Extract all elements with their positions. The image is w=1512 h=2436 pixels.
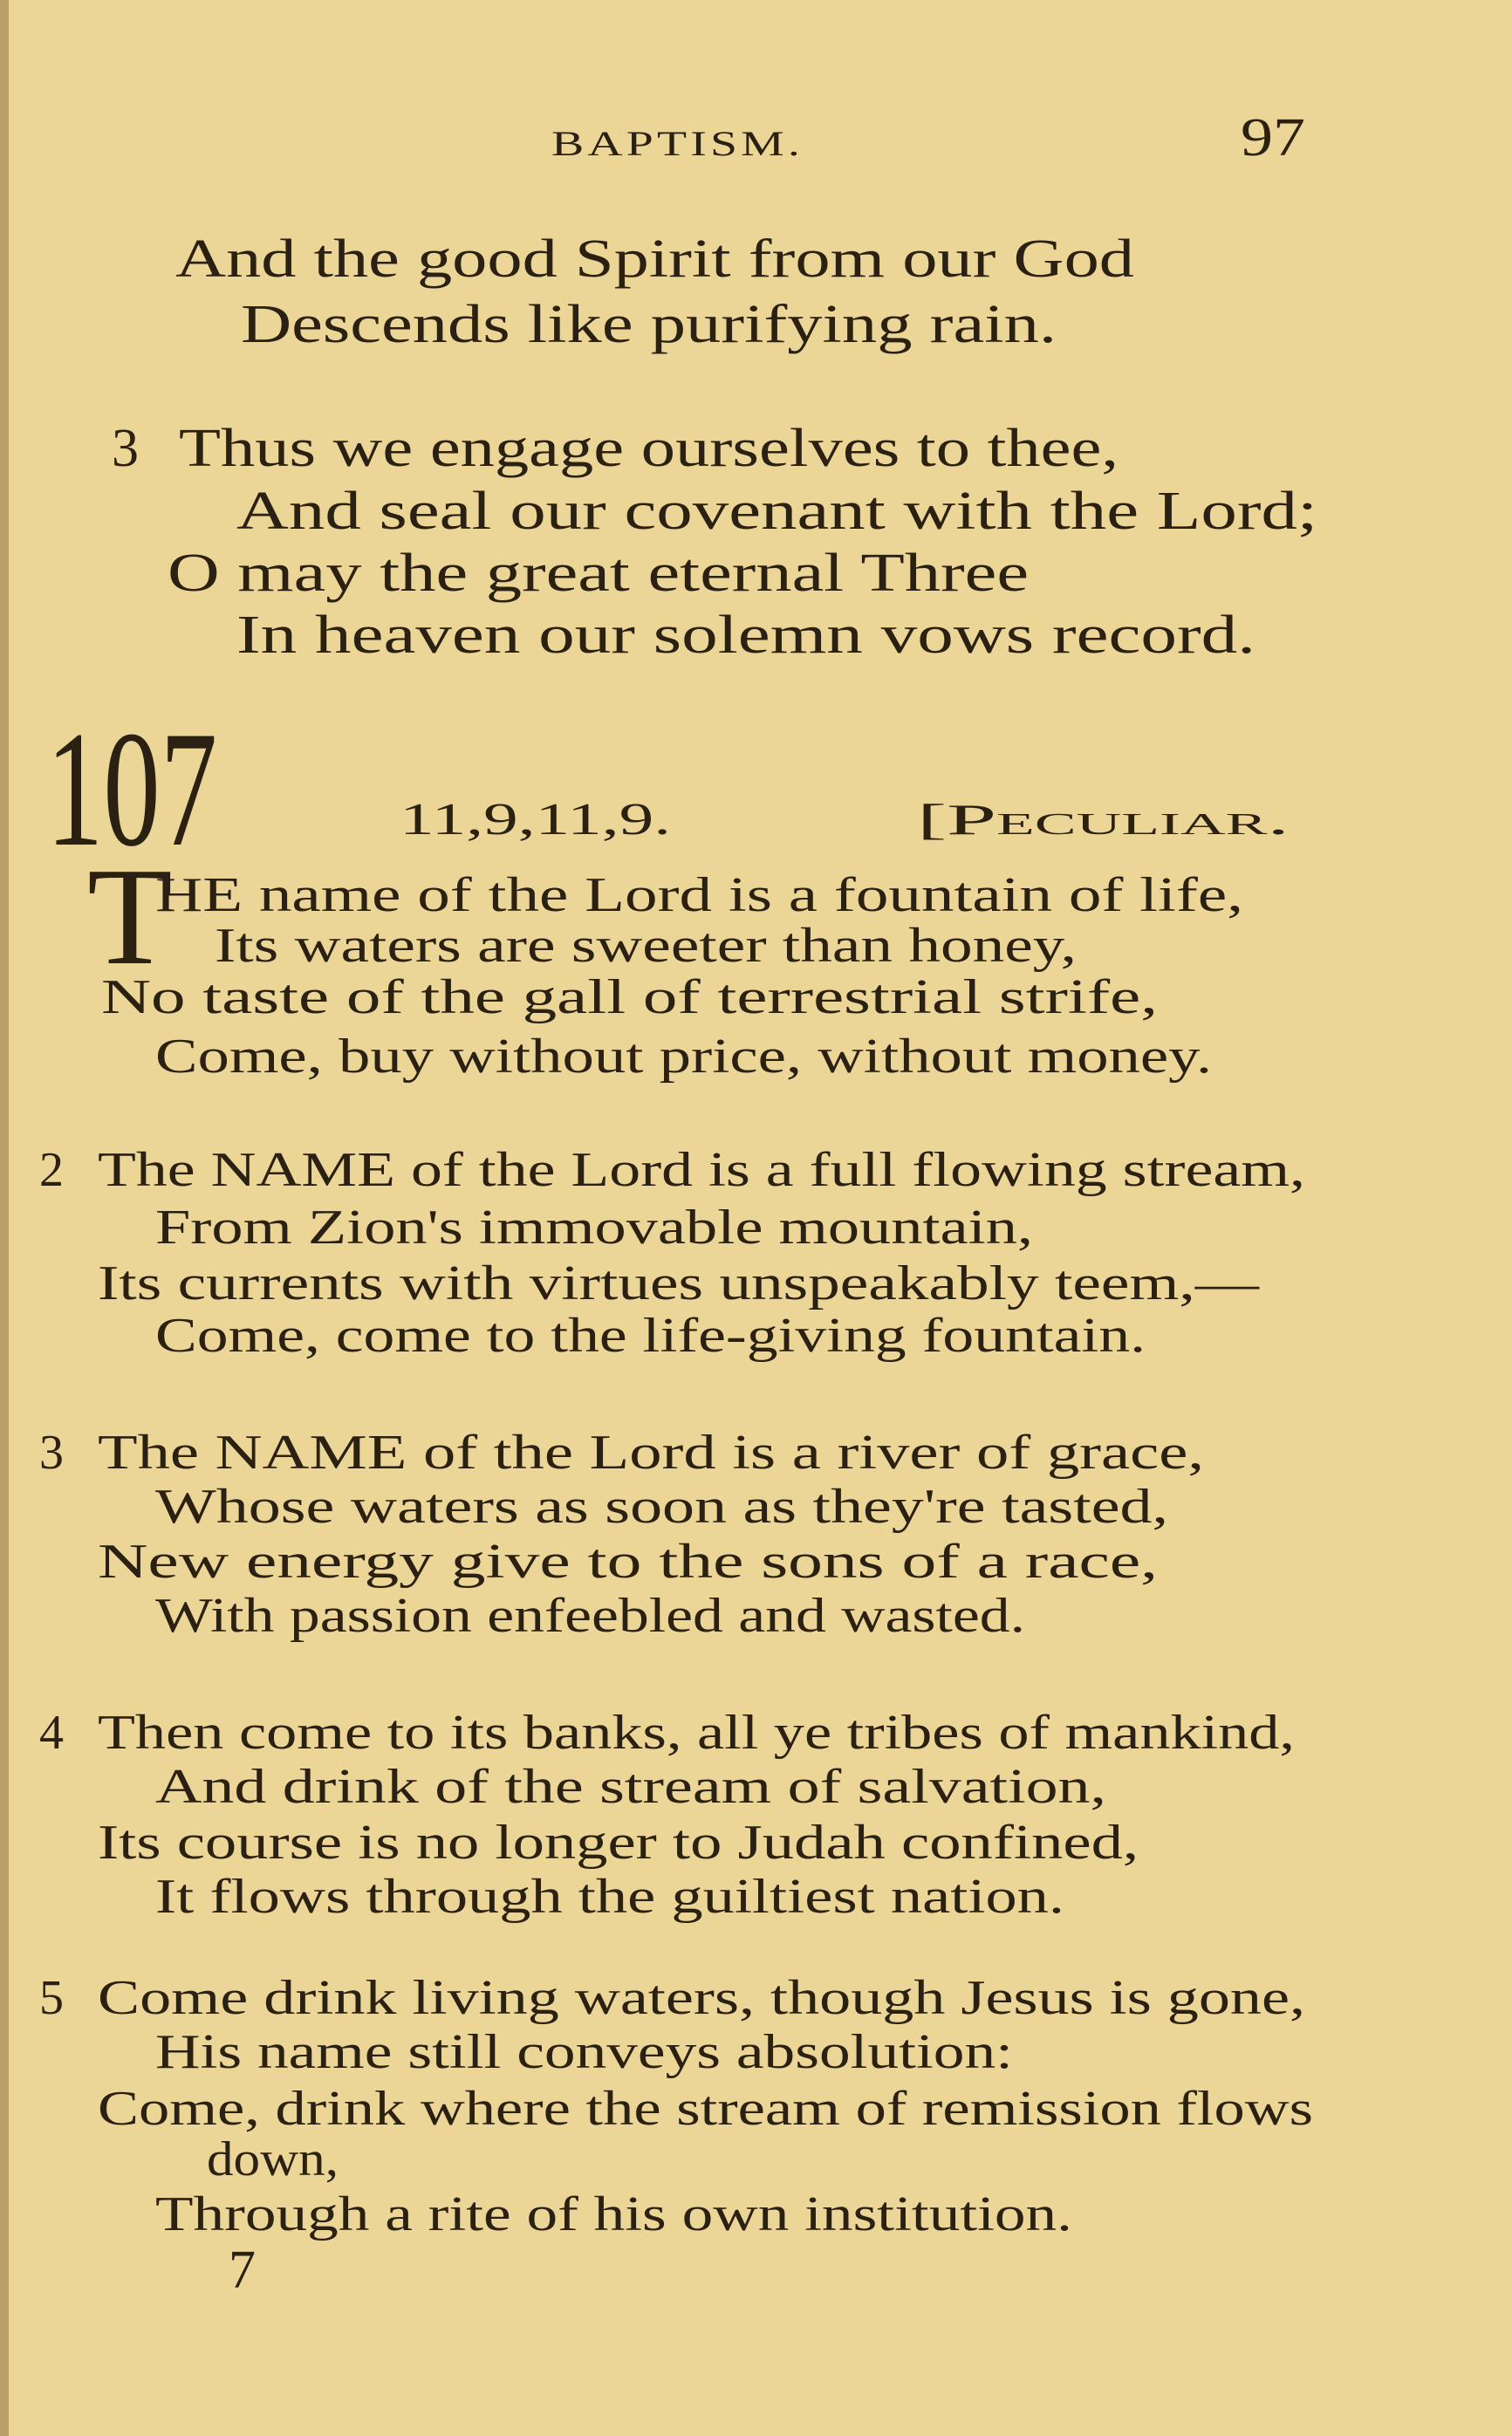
verse-line: Come, drink where the stream of remission flows: [98, 2082, 1313, 2136]
signature-mark: 7: [229, 2241, 256, 2300]
verse-line: Descends like purifying rain.: [241, 295, 1057, 354]
verse-line: No taste of the gall of terrestrial strife,: [101, 970, 1158, 1024]
tune-type: [Peculiar.: [917, 795, 1290, 844]
verse-number: 3: [39, 1426, 64, 1480]
verse-number: 2: [39, 1143, 64, 1197]
drop-cap: T: [87, 838, 173, 994]
page-number: 97: [1241, 108, 1305, 168]
verse-line: Then come to its banks, all ye tribes of mankind,: [98, 1706, 1295, 1760]
verse-line: HE name of the Lord is a fountain of life,: [155, 868, 1243, 922]
verse-line-continuation: down,: [207, 2132, 339, 2186]
verse-line: The NAME of the Lord is a full flowing stream,: [98, 1143, 1305, 1197]
verse-line: Through a rite of his own institution.: [155, 2187, 1072, 2241]
verse-number: 3: [112, 419, 139, 478]
verse-line: Come, come to the life-giving fountain.: [155, 1309, 1146, 1363]
verse-line: It flows through the guiltiest nation.: [155, 1870, 1064, 1924]
verse-line: O may the great eternal Three: [168, 544, 1029, 603]
verse-line: The NAME of the Lord is a river of grace,: [98, 1426, 1204, 1480]
verse-line: Whose waters as soon as they're tasted,: [155, 1480, 1168, 1534]
verse-line: And seal our covenant with the Lord;: [236, 482, 1317, 541]
verse-line: From Zion's immovable mountain,: [155, 1201, 1033, 1255]
running-title: BAPTISM.: [551, 124, 804, 163]
hymn-meter: 11,9,11,9.: [400, 795, 671, 845]
page-gutter-edge: [0, 0, 9, 2436]
verse-line: Come drink living waters, though Jesus is gone,: [98, 1971, 1305, 2025]
hymn-number: 107: [46, 698, 217, 881]
verse-line: Its course is no longer to Judah confined,: [98, 1816, 1139, 1870]
verse-line: Its currents with virtues unspeakably teem,—: [98, 1256, 1261, 1310]
verse-line: In heaven our solemn vows record.: [236, 606, 1255, 665]
verse-line: Its waters are sweeter than honey,: [215, 919, 1077, 973]
verse-line: Come, buy without price, without money.: [155, 1030, 1212, 1084]
verse-line: New energy give to the sons of a race,: [98, 1535, 1158, 1589]
verse-line: His name still conveys absolution:: [155, 2025, 1013, 2079]
verse-number: 4: [39, 1706, 64, 1760]
verse-line: And the good Spirit from our God: [175, 229, 1134, 289]
verse-line: With passion enfeebled and wasted.: [155, 1589, 1025, 1643]
verse-line: And drink of the stream of salvation,: [155, 1760, 1106, 1814]
verse-line: Thus we engage ourselves to thee,: [179, 419, 1119, 478]
verse-number: 5: [39, 1971, 64, 2025]
